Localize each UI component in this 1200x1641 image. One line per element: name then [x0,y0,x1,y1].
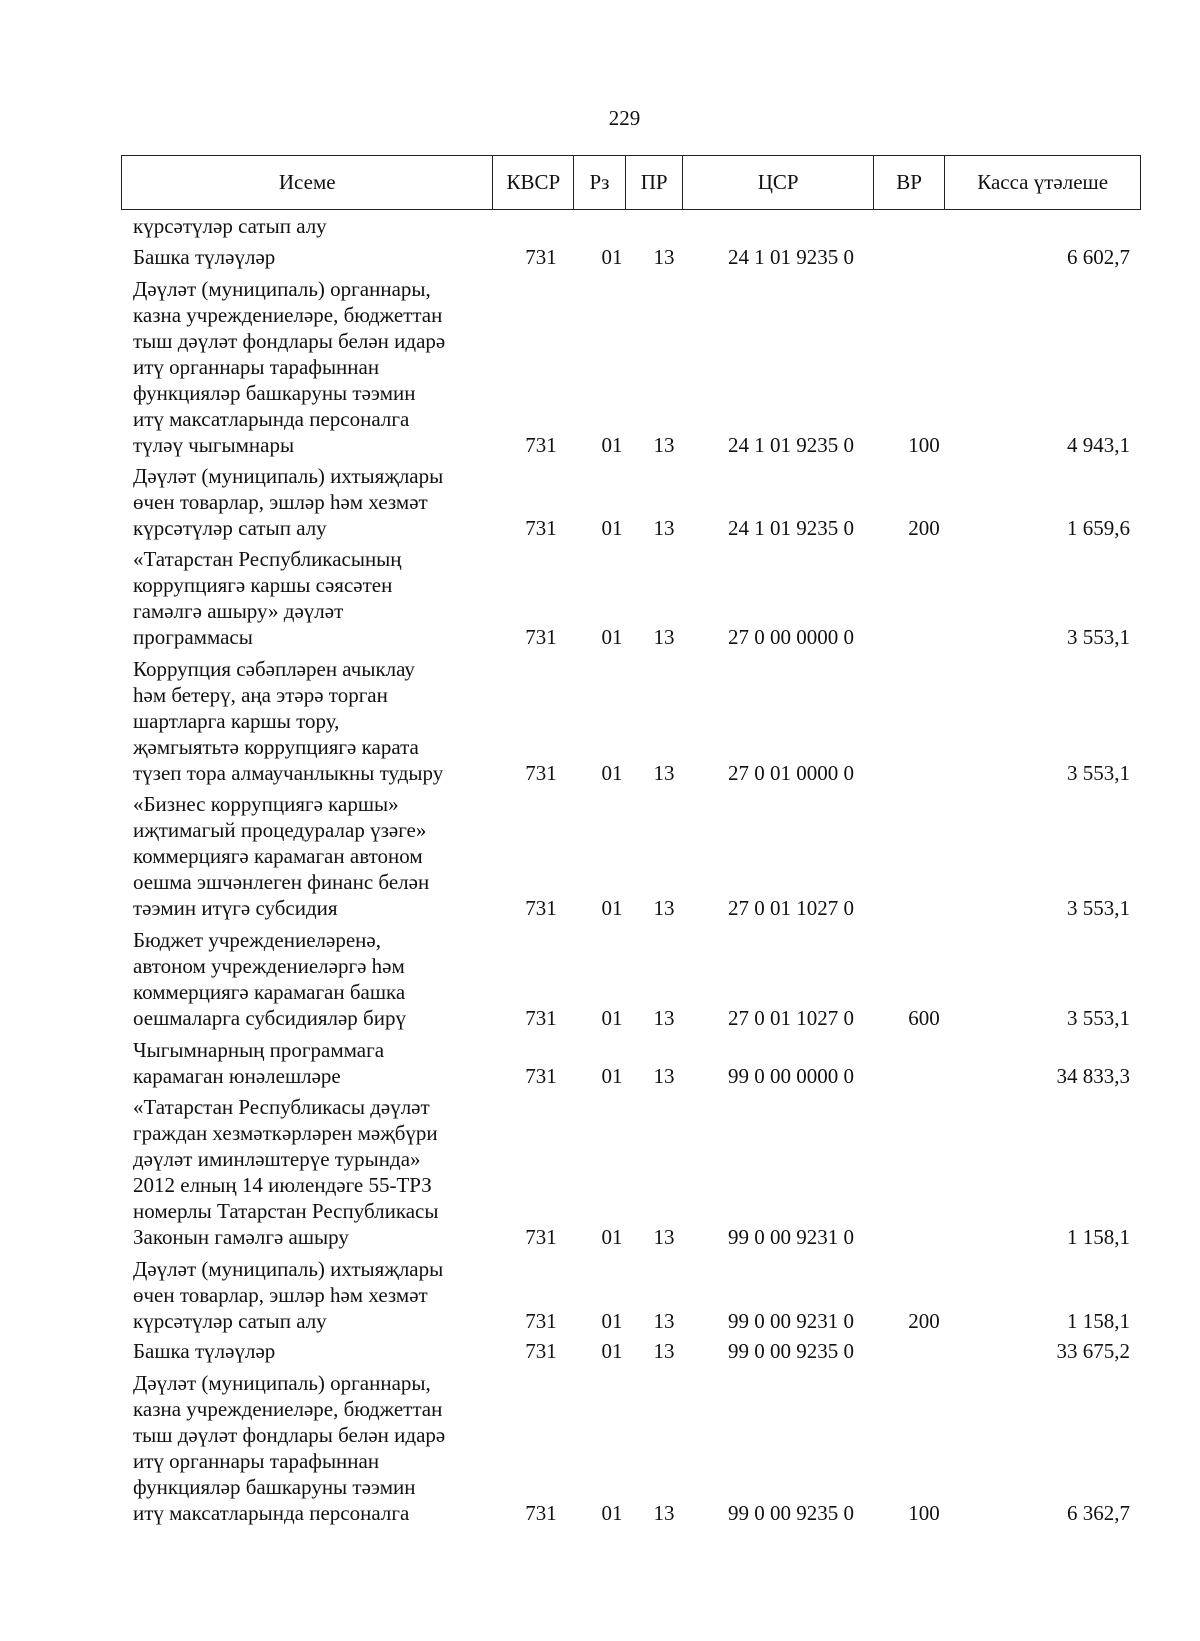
table-row [0,791,1200,921]
row-name: Башка түләүләр [133,1339,276,1363]
row-rz: 01 [601,1501,623,1525]
header-vr: ВР [873,156,944,210]
row-pr: 13 [653,1339,675,1363]
header-pr: ПР [625,156,683,210]
row-kvsr: 731 [525,516,557,540]
table-row [0,244,1200,270]
row-csr: 99 0 00 9235 0 [728,1339,854,1363]
table-row [0,546,1200,650]
row-amount: 6 362,7 [1067,1501,1130,1525]
header-amount: Касса үтәлеше [945,156,1141,210]
table-row [0,1370,1200,1526]
row-pr: 13 [653,1225,675,1249]
row-amount: 34 833,3 [1056,1064,1130,1088]
row-kvsr: 731 [525,245,557,269]
row-kvsr: 731 [525,1064,557,1088]
row-csr: 24 1 01 9235 0 [728,245,854,269]
row-rz: 01 [601,625,623,649]
row-name: «Татарстан Республикасы дәүләт граждан хезмәткәрләрен мәҗбүри дәүләт иминләштерүе турында» 2012 елның 14 июлендәге 55-ТРЗ номерлы Татарстан Республикасы Законын гамәлгә ашыру [133,1095,439,1249]
row-pr: 13 [653,1006,675,1030]
row-csr: 99 0 00 0000 0 [728,1064,854,1088]
row-csr: 99 0 00 9231 0 [728,1225,854,1249]
row-amount: 3 553,1 [1067,1006,1130,1030]
row-kvsr: 731 [525,625,557,649]
row-name: «Татарстан Республикасының коррупциягә каршы сәясәтен гамәлгә ашыру» дәүләт программасы [133,547,402,649]
table-row [0,213,1200,239]
row-name: Коррупция сәбәпләрен ачыклау һәм бетерү, аңа этәрә торган шартларга каршы тору, җәмгыятьтә коррупциягә карата түзеп тора алмаучанлыкны тудыру [133,657,444,785]
table-row [0,656,1200,786]
row-amount: 3 553,1 [1067,761,1130,785]
header-rz: Рз [574,156,626,210]
row-rz: 01 [601,1339,623,1363]
row-kvsr: 731 [525,1309,557,1333]
row-kvsr: 731 [525,1339,557,1363]
header-csr: ЦСР [683,156,873,210]
row-kvsr: 731 [525,1501,557,1525]
row-vr: 100 [908,433,940,457]
header-name: Исеме [122,156,493,210]
row-csr: 99 0 00 9235 0 [728,1501,854,1525]
table-row [0,1094,1200,1250]
row-kvsr: 731 [525,433,557,457]
table-row [0,927,1200,1031]
row-amount: 6 602,7 [1067,245,1130,269]
row-vr: 600 [908,1006,940,1030]
row-pr: 13 [653,433,675,457]
table-row [0,276,1200,458]
row-rz: 01 [601,896,623,920]
row-rz: 01 [601,516,623,540]
row-pr: 13 [653,1064,675,1088]
row-csr: 27 0 01 0000 0 [728,761,854,785]
row-kvsr: 731 [525,761,557,785]
row-csr: 24 1 01 9235 0 [728,433,854,457]
row-rz: 01 [601,761,623,785]
row-amount: 1 659,6 [1067,516,1130,540]
table-row [0,1338,1200,1364]
row-pr: 13 [653,1309,675,1333]
row-pr: 13 [653,625,675,649]
row-pr: 13 [653,896,675,920]
row-name: күрсәтүләр сатып алу [133,214,327,238]
row-rz: 01 [601,1225,623,1249]
header-kvsr: КВСР [493,156,574,210]
row-kvsr: 731 [525,1006,557,1030]
row-amount: 1 158,1 [1067,1309,1130,1333]
row-csr: 99 0 00 9231 0 [728,1309,854,1333]
page-number: 229 [608,106,641,130]
row-vr: 200 [908,516,940,540]
row-csr: 27 0 01 1027 0 [728,1006,854,1030]
row-name: Дәүләт (муниципаль) ихтыяҗлары өчен товарлар, эшләр һәм хезмәт күрсәтүләр сатып алу [133,464,444,540]
row-amount: 3 553,1 [1067,625,1130,649]
row-kvsr: 731 [525,896,557,920]
row-amount: 33 675,2 [1056,1339,1130,1363]
row-csr: 27 0 01 1027 0 [728,896,854,920]
row-name: Дәүләт (муниципаль) ихтыяҗлары өчен товарлар, эшләр һәм хезмәт күрсәтүләр сатып алу [133,1257,444,1333]
row-vr: 200 [908,1309,940,1333]
table-row [0,1256,1200,1334]
row-name: «Бизнес коррупциягә каршы» иҗтимагый процедуралар үзәге» коммерциягә карамаган автоном оешма эшчәнлеген финанс белән тәэмин итүгә субсидия [133,792,430,920]
row-kvsr: 731 [525,1225,557,1249]
row-rz: 01 [601,1006,623,1030]
row-name: Дәүләт (муниципаль) органнары, казна учреждениеләре, бюджеттан тыш дәүләт фондлары белән идарә итү органнары тарафыннан функцияләр башкаруны тәэмин итү максатларында персоналга [133,1371,446,1525]
row-pr: 13 [653,516,675,540]
row-vr: 100 [908,1501,940,1525]
row-name: Чыгымнарның программага карамаган юнәлешләре [133,1038,385,1088]
row-rz: 01 [601,1309,623,1333]
row-rz: 01 [601,245,623,269]
row-amount: 1 158,1 [1067,1225,1130,1249]
row-amount: 3 553,1 [1067,896,1130,920]
row-pr: 13 [653,1501,675,1525]
row-name: Бюджет учреждениеләренә, автоном учреждениеләргә һәм коммерциягә карамаган башка оешмаларга субсидияләр бирү [133,928,406,1030]
row-csr: 24 1 01 9235 0 [728,516,854,540]
row-csr: 27 0 00 0000 0 [728,625,854,649]
row-rz: 01 [601,433,623,457]
row-pr: 13 [653,761,675,785]
row-rz: 01 [601,1064,623,1088]
row-amount: 4 943,1 [1067,433,1130,457]
row-pr: 13 [653,245,675,269]
row-name: Башка түләүләр [133,245,276,269]
table-row [0,463,1200,541]
table-row [0,1037,1200,1089]
row-name: Дәүләт (муниципаль) органнары, казна учреждениеләре, бюджеттан тыш дәүләт фондлары белән идарә итү органнары тарафыннан функцияләр башкаруны тәэмин итү максатларында персоналга түләү чыгымнары [133,277,446,457]
